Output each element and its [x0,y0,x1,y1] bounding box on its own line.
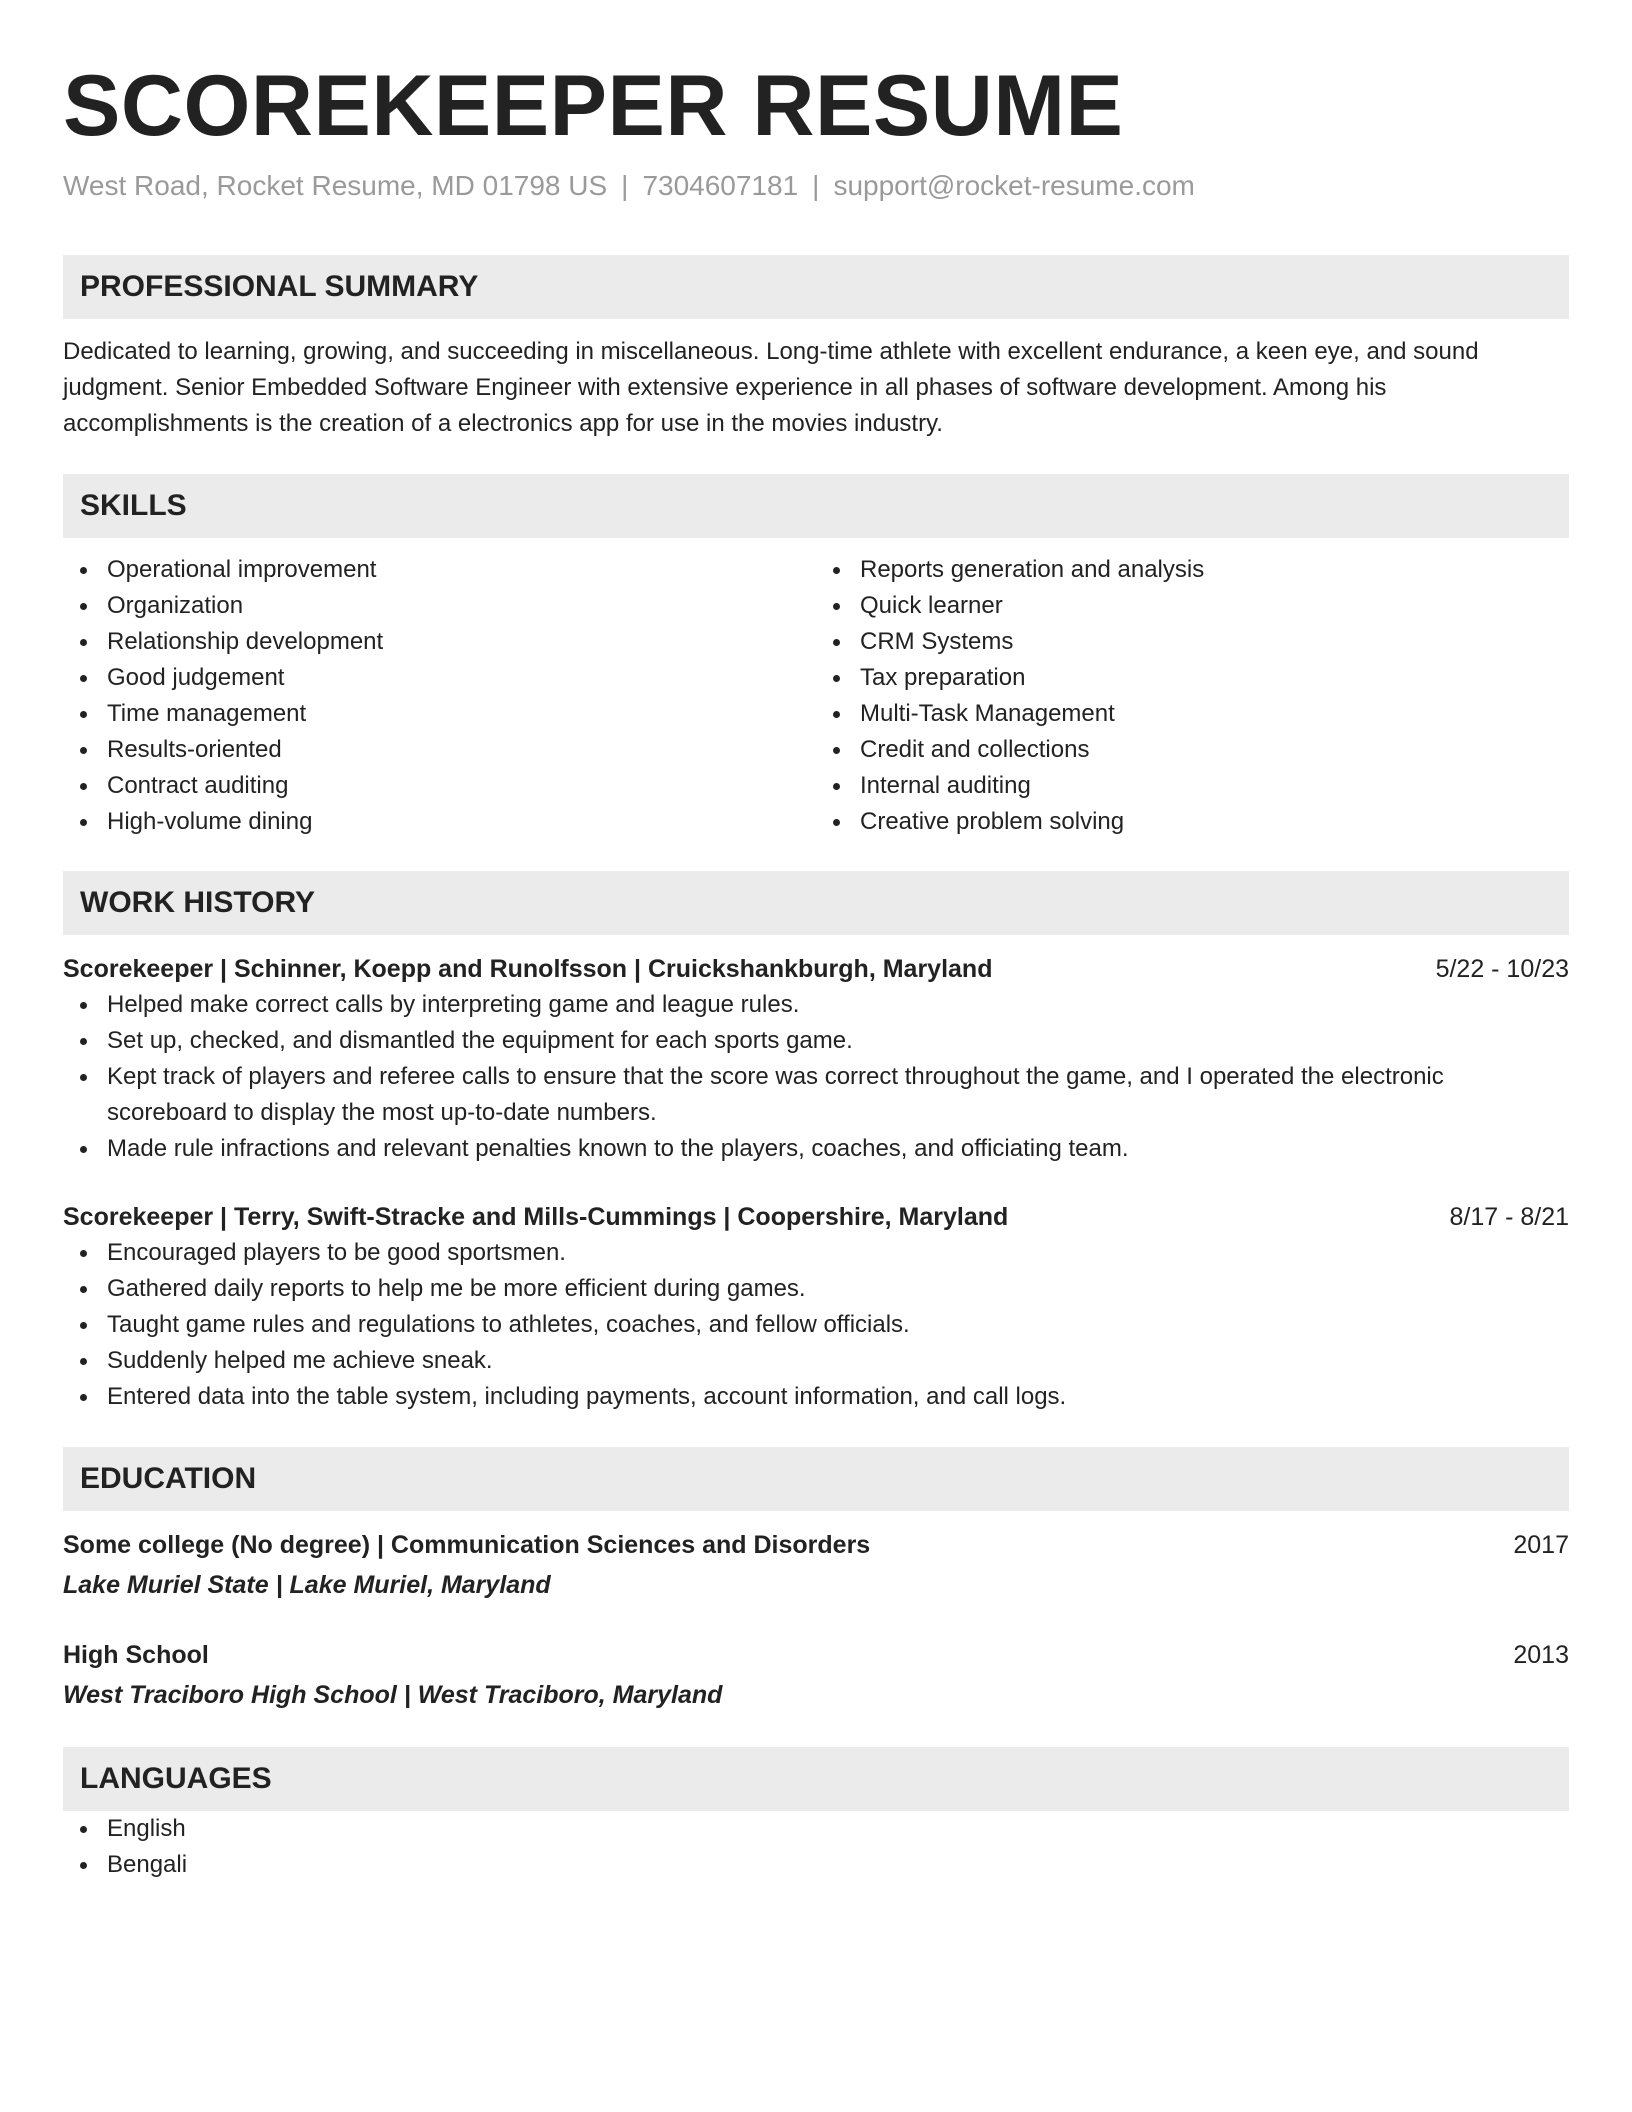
languages-list [63,1811,1569,1883]
job-duty: Gathered daily reports to help me be more efficient during games. [63,1271,1569,1307]
skills-list-left [63,552,816,840]
contact-phone: 7304607181 [642,170,799,201]
job-title: Scorekeeper | Terry, Swift-Stracke and Mills-Cummings | Coopershire, Maryland [63,1203,1009,1231]
job-dates: 5/22 - 10/23 [1435,955,1569,983]
skill-item: Creative problem solving [816,804,1569,840]
resume-title: SCOREKEEPER RESUME [63,58,1124,154]
skill-item: Good judgement [63,660,816,696]
skill-item: Reports generation and analysis [816,552,1569,588]
education-header [63,1637,1569,1673]
skill-item: Results-oriented [63,732,816,768]
section-header-languages: LANGUAGES [63,1747,1569,1811]
skill-item: Organization [63,588,816,624]
education-year: 2017 [1513,1531,1569,1559]
education-entry [63,1527,1569,1603]
job-dates: 8/17 - 8/21 [1449,1203,1569,1231]
education-degree: Some college (No degree) | Communication Sciences and Disorders [63,1531,871,1559]
job-duty: Made rule infractions and relevant penalties known to the players, coaches, and officiating team. [63,1131,1569,1167]
section-header-summary: PROFESSIONAL SUMMARY [63,255,1569,319]
skill-item: CRM Systems [816,624,1569,660]
skill-item: Tax preparation [816,660,1569,696]
job-header [63,1199,1569,1235]
skill-item: Quick learner [816,588,1569,624]
education-school: Lake Muriel State | Lake Muriel, Maryland [63,1571,551,1599]
job-duty: Helped make correct calls by interpreting game and league rules. [63,987,1569,1023]
skills-columns [63,552,1569,840]
job-duty: Suddenly helped me achieve sneak. [63,1343,1569,1379]
skill-item: Credit and collections [816,732,1569,768]
education-school: West Traciboro High School | West Traciboro, Maryland [63,1681,723,1709]
education-header [63,1527,1569,1563]
skill-item: Internal auditing [816,768,1569,804]
job-header [63,951,1569,987]
job-duty: Set up, checked, and dismantled the equipment for each sports game. [63,1023,1569,1059]
summary-text: Dedicated to learning, growing, and succeeding in miscellaneous. Long-time athlete with excellent endurance, a keen eye, and sound judgment. Senior Embedded Software Engineer with extensive experience in all phases of software development. Among his accomplishments is the creation of a electronics app for use in the movies industry. [63,338,1479,437]
education-entry [63,1637,1569,1713]
skills-list-right [816,552,1569,840]
language-item: English [63,1811,1569,1847]
job-entry [63,1199,1569,1415]
section-header-skills: SKILLS [63,474,1569,538]
contact-separator: | [621,170,629,201]
job-duties [63,987,1569,1167]
skill-item: Relationship development [63,624,816,660]
job-duty: Entered data into the table system, including payments, account information, and call logs. [63,1379,1569,1415]
education-year: 2013 [1513,1641,1569,1669]
contact-line [63,168,1569,204]
job-title: Scorekeeper | Schinner, Koepp and Runolfsson | Cruickshankburgh, Maryland [63,955,993,983]
job-duty: Taught game rules and regulations to athletes, coaches, and fellow officials. [63,1307,1569,1343]
job-duty: Kept track of players and referee calls to ensure that the score was correct throughout the game, and I operated the electronic scoreboard to display the most up-to-date numbers. [63,1059,1569,1131]
language-item: Bengali [63,1847,1569,1883]
skill-item: Time management [63,696,816,732]
skill-item: Operational improvement [63,552,816,588]
contact-address: West Road, Rocket Resume, MD 01798 US [63,170,608,201]
section-header-education: EDUCATION [63,1447,1569,1511]
contact-separator: | [812,170,820,201]
education-degree: High School [63,1641,209,1669]
contact-email: support@rocket-resume.com [833,170,1195,201]
skill-item: Contract auditing [63,768,816,804]
job-duty: Encouraged players to be good sportsmen. [63,1235,1569,1271]
job-entry [63,951,1569,1167]
job-duties [63,1235,1569,1415]
section-header-work-history: WORK HISTORY [63,871,1569,935]
skill-item: Multi-Task Management [816,696,1569,732]
skill-item: High-volume dining [63,804,816,840]
